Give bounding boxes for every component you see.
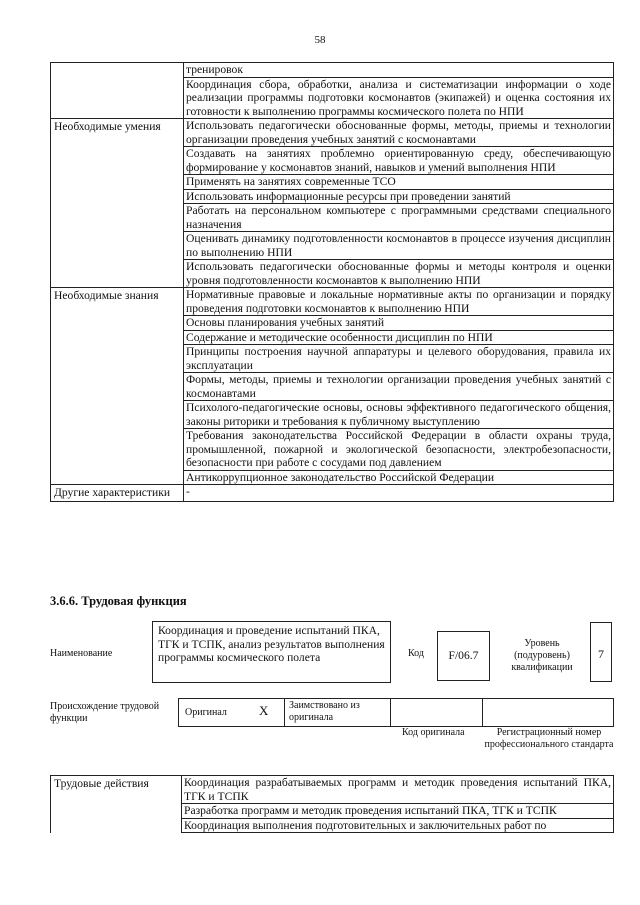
borrowed-label: Заимствовано из оригинала	[289, 700, 360, 723]
table-row	[51, 232, 614, 260]
table-row	[51, 63, 614, 78]
table-row	[51, 345, 614, 373]
original-mark: X	[259, 703, 269, 718]
labor-action-cell: Разработка программ и методик проведения испытаний ПКА, ТГК и ТСПК	[182, 804, 614, 819]
table-row	[51, 429, 614, 471]
original-label: Оригинал	[185, 707, 227, 718]
table-row	[51, 147, 614, 175]
group-label-cell	[51, 316, 184, 331]
group-label-cell: Другие характеристики	[51, 485, 184, 502]
labor-action-cell: Координация выполнения подготовительных и заключительных работ по	[182, 818, 614, 833]
group-label-cell	[51, 470, 184, 485]
group-label-cell	[51, 63, 184, 78]
group-label-cell	[51, 77, 184, 119]
requirement-cell: Использовать педагогически обоснованные формы и методы контроля и оценки уровня подготовленности космонавтов к выполнению НПИ	[184, 260, 614, 288]
table-row	[51, 330, 614, 345]
table-row	[51, 373, 614, 401]
function-name-value: Координация и проведение испытаний ПКА, ТГК и ТСПК, анализ результатов выполнения программы космического полета	[152, 621, 391, 683]
labor-actions-label: Трудовые действия	[51, 776, 182, 833]
requirement-cell: Нормативные правовые и локальные нормативные акты по организации и порядку проведения подготовки космонавтов к выполнению НПИ	[184, 288, 614, 316]
requirement-cell: Основы планирования учебных занятий	[184, 316, 614, 331]
requirement-cell: Применять на занятиях современные ТСО	[184, 175, 614, 190]
name-label: Наименование	[50, 648, 113, 659]
level-value: 7	[590, 622, 612, 682]
table-row	[51, 470, 614, 485]
table-row	[51, 175, 614, 190]
group-label-cell: Необходимые умения	[51, 119, 184, 147]
code-label: Код	[408, 648, 424, 659]
origin-divider-2	[390, 698, 391, 727]
registration-number-caption: Регистрационный номер профессионального стандарта	[484, 727, 614, 750]
group-label-cell	[51, 401, 184, 429]
labor-action-cell: Координация разрабатываемых программ и методик проведения испытаний ПКА, ТГК и ТСПК	[182, 776, 614, 804]
group-label-cell	[51, 429, 184, 471]
group-label-cell	[51, 204, 184, 232]
group-label-cell	[51, 345, 184, 373]
function-code-value: F/06.7	[437, 631, 490, 681]
original-code-caption: Код оригинала	[402, 727, 465, 738]
page-number: 58	[314, 34, 326, 46]
requirement-cell: Принципы построения научной аппаратуры и целевого оборудования, правила их эксплуатации	[184, 345, 614, 373]
group-label-cell	[51, 232, 184, 260]
table-row	[51, 189, 614, 204]
group-label-cell	[51, 175, 184, 190]
labor-actions-table	[50, 775, 614, 833]
origin-row-frame	[178, 698, 614, 727]
group-label-cell	[51, 260, 184, 288]
requirement-cell: -	[184, 485, 614, 502]
requirement-cell: Создавать на занятиях проблемно ориентированную среду, обеспечивающую формирование у космонавтов знаний, навыков и умений выполнения НПИ	[184, 147, 614, 175]
group-label-cell	[51, 147, 184, 175]
requirement-cell: тренировок	[184, 63, 614, 78]
requirement-cell: Содержание и методические особенности дисциплин по НПИ	[184, 330, 614, 345]
requirement-cell: Антикоррупционное законодательство Российской Федерации	[184, 470, 614, 485]
requirement-cell: Использовать педагогически обоснованные формы, методы, приемы и технологии организации проведения учебных занятий с космонавтами	[184, 119, 614, 147]
table-row	[51, 316, 614, 331]
table-row	[51, 119, 614, 147]
group-label-cell: Необходимые знания	[51, 288, 184, 316]
requirements-table	[50, 62, 614, 502]
level-label: Уровень (подуровень) квалификации	[511, 638, 573, 673]
table-row	[51, 288, 614, 316]
group-label-cell	[51, 330, 184, 345]
requirement-cell: Требования законодательства Российской Федерации в области охраны труда, промышленной, пожарной и экологической безопасности, электробезопасности, безопасности при работе с сосудами под давлением	[184, 429, 614, 471]
requirement-cell: Координация сбора, обработки, анализа и систематизации информации о ходе реализации программы подготовки космонавтов (экипажей) и оценка состояния их готовности к выполнению программы космического полета по НПИ	[184, 77, 614, 119]
requirement-cell: Использовать информационные ресурсы при проведении занятий	[184, 189, 614, 204]
requirement-cell: Психолого-педагогические основы, основы эффективного педагогического общения, законы риторики и требования к публичному выступлению	[184, 401, 614, 429]
requirement-cell: Формы, методы, приемы и технологии организации проведения учебных занятий с космонавтами	[184, 373, 614, 401]
table-row	[51, 260, 614, 288]
group-label-cell	[51, 373, 184, 401]
requirement-cell: Оценивать динамику подготовленности космонавтов в процессе изучения дисциплин по выполнению НПИ	[184, 232, 614, 260]
origin-divider-3	[482, 698, 483, 727]
table-row	[51, 204, 614, 232]
table-row	[51, 776, 614, 804]
table-row	[51, 401, 614, 429]
table-row	[51, 77, 614, 119]
section-title: 3.6.6. Трудовая функция	[50, 594, 187, 608]
group-label-cell	[51, 189, 184, 204]
requirement-cell: Работать на персональном компьютере с программными средствами специального назначения	[184, 204, 614, 232]
origin-label: Происхождение трудовой функции	[50, 701, 160, 724]
origin-divider-1	[284, 698, 285, 727]
table-row	[51, 485, 614, 502]
